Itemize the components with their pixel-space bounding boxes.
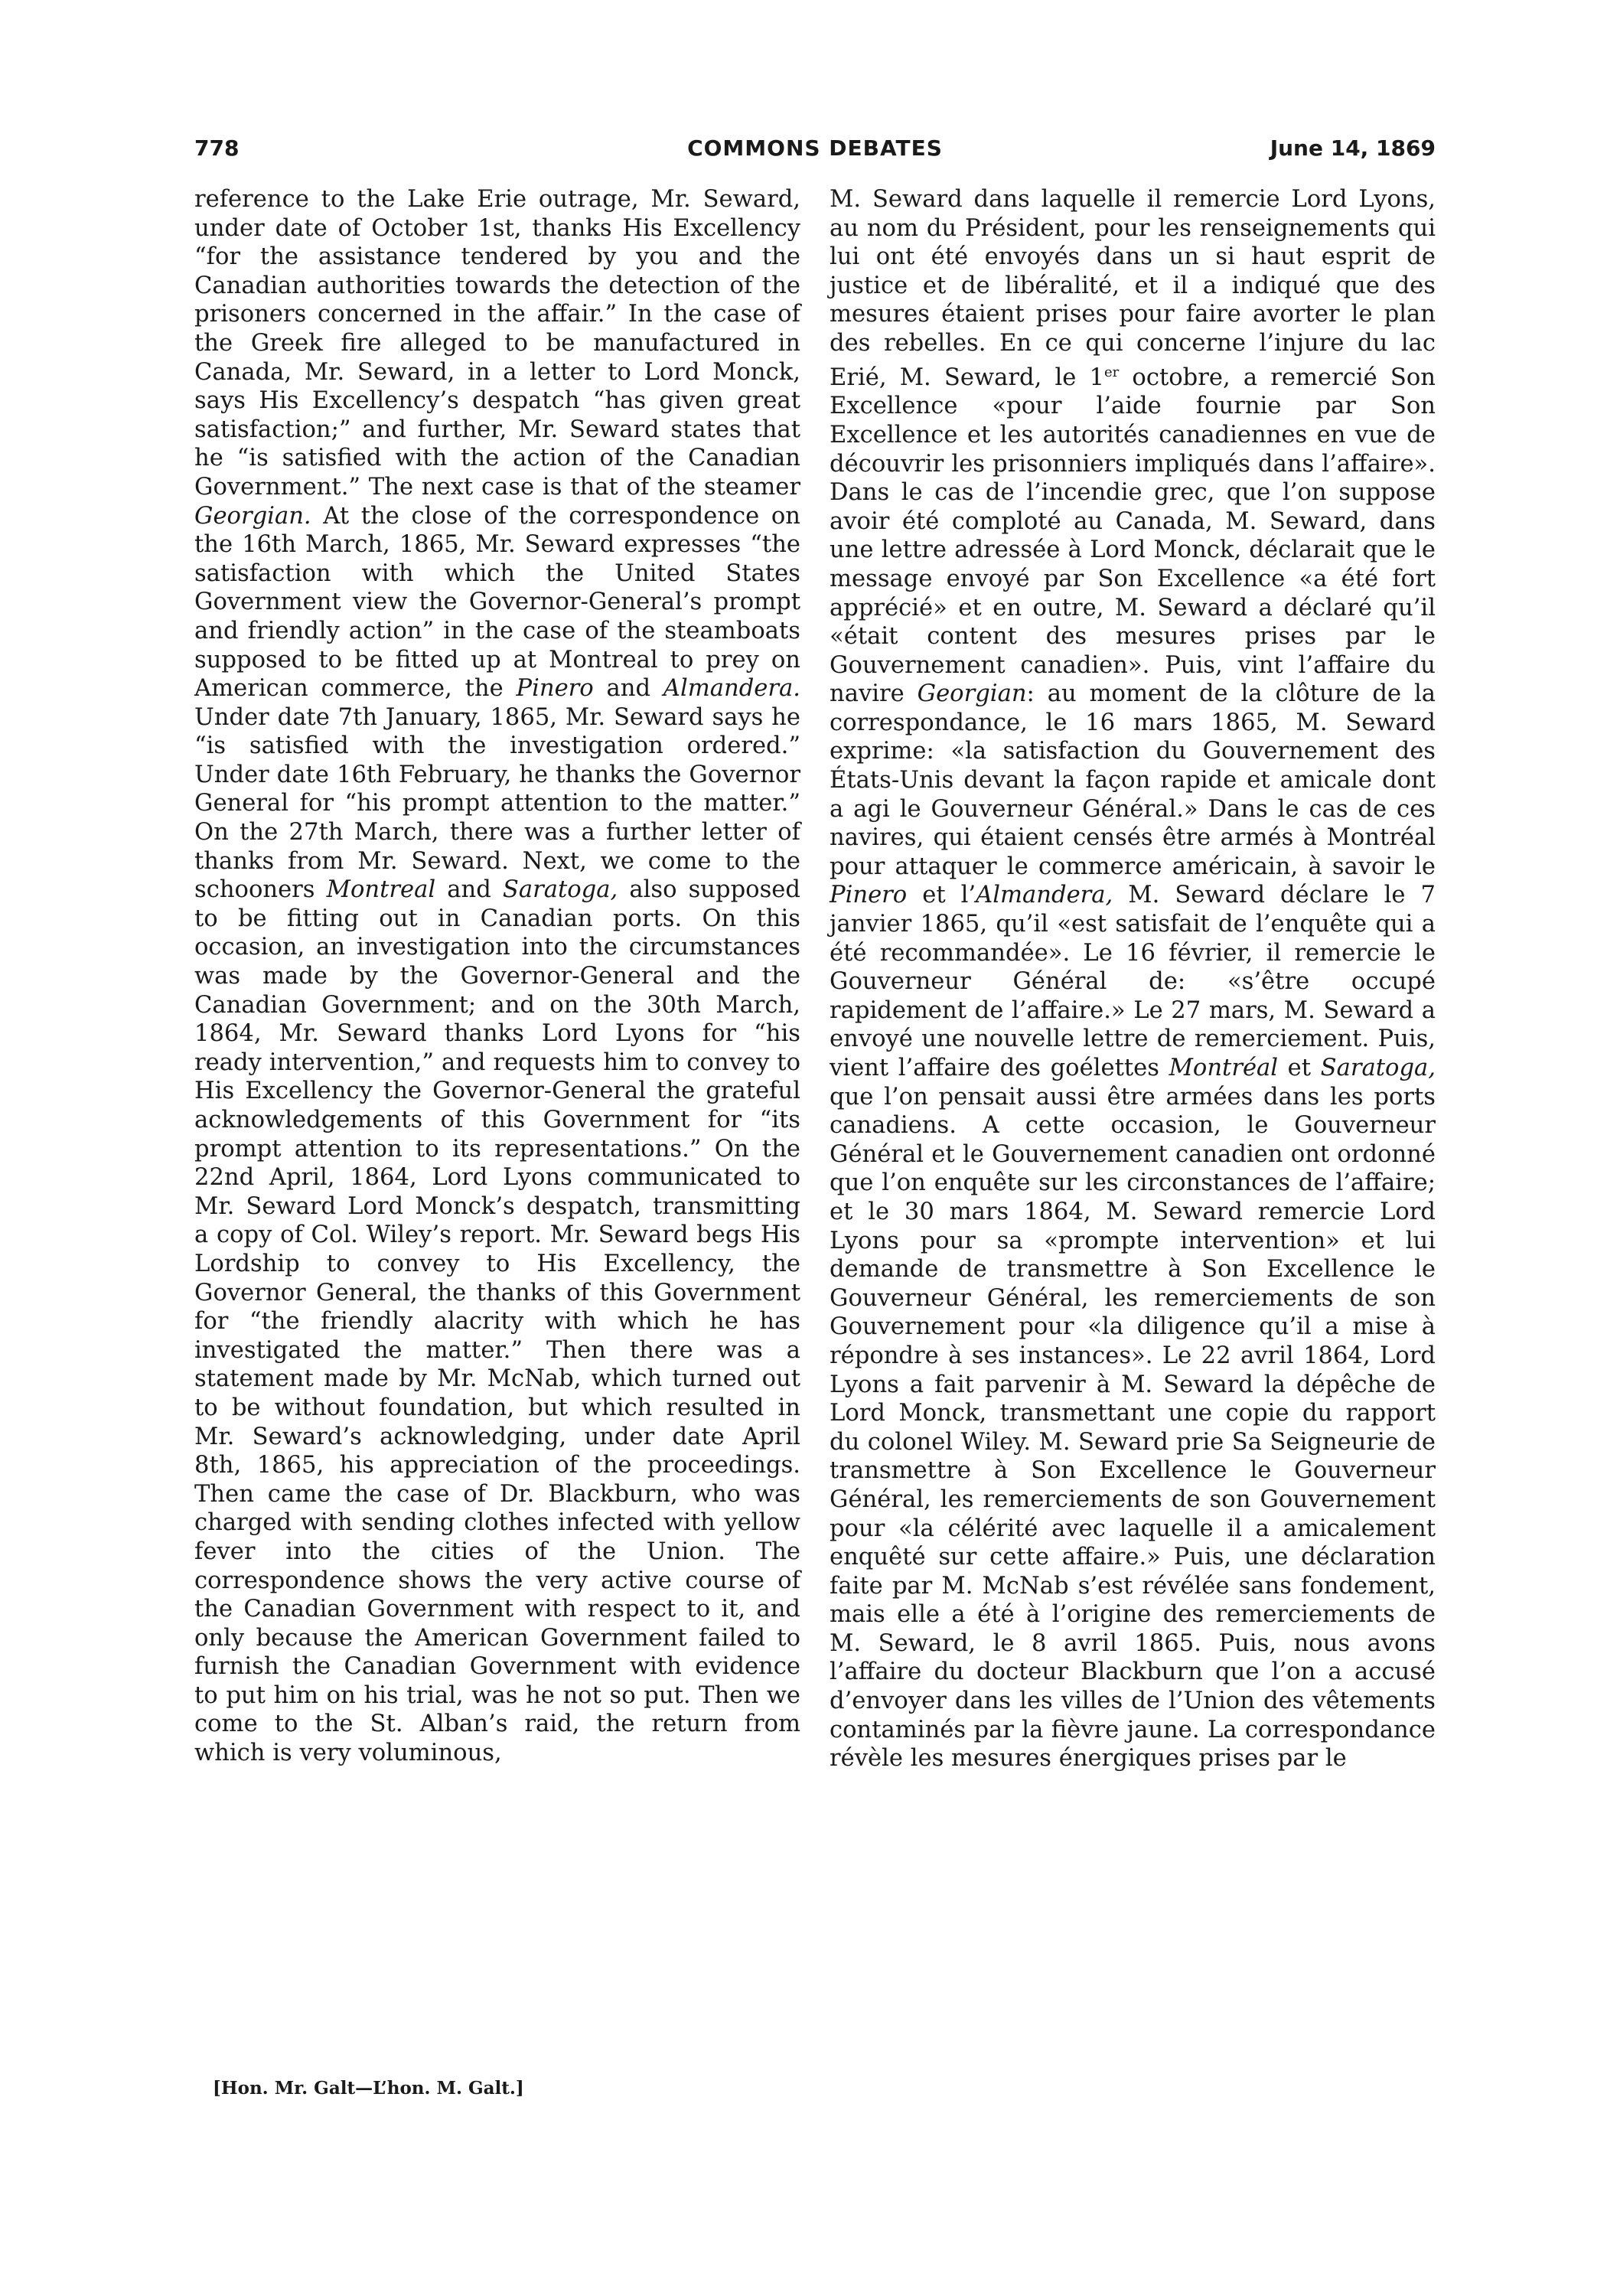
- header-date: June 14, 1869: [1270, 135, 1436, 161]
- speaker-footer: [Hon. Mr. Galt—L’hon. M. Galt.]: [213, 2078, 524, 2099]
- document-page: [194, 132, 1436, 2099]
- page-number: 778: [194, 135, 240, 161]
- french-column: [830, 185, 1436, 1773]
- english-column: [194, 185, 800, 1768]
- french-paragraph: M. Seward dans laquelle il remercie Lord Lyons, au nom du Président, pour les renseignements qui lui ont été envoyés dans un si haut esprit de justice et de libéralité, et il a indiqué que des mesures étaient prises pour faire avorter le plan des rebelles. En ce qui concerne l’injure du lac Erié, M. Seward, le 1er octobre, a remercié Son Excellence «pour l’aide fournie par Son Excellence et les autorités canadiennes en vue de découvrir les prisonniers impliqués dans l’affaire». Dans le cas de l’incendie grec, que l’on suppose avoir été comploté au Canada, M. Seward, dans une lettre adressée à Lord Monck, déclarait que le message envoyé par Son Excellence «a été fort apprécié» et en outre, M. Seward a déclaré qu’il «était content des mesures prises par le Gouvernement canadien». Puis, vint l’affaire du navire Georgian: au moment de la clôture de la correspondance, le 16 mars 1865, M. Seward exprime: «la satisfaction du Gouvernement des États-Unis devant la façon rapide et amicale dont a agi le Gouverneur Général.» Dans le cas de ces navires, qui étaient censés être armés à Montréal pour attaquer le commerce américain, à savoir le Pinero et l’Almandera, M. Seward déclare le 7 janvier 1865, qu’il «est satisfait de l’enquête qui a été recommandée». Le 16 février, il remercie le Gouverneur Général de: «s’être occupé rapidement de l’affaire.» Le 27 mars, M. Seward a envoyé une nouvelle lettre de remerciement. Puis, vient l’affaire des goélettes Montréal et Saratoga, que l’on pensait aussi être armées dans les ports canadiens. A cette occasion, le Gouverneur Général et le Gouvernement canadien ont ordonné que l’on enquête sur les circonstances de l’affaire; et le 30 mars 1864, M. Seward remercie Lord Lyons pour sa «prompte intervention» et lui demande de transmettre à Son Excellence le Gouverneur Général, les remerciements de son Gouvernement pour «la diligence qu’il a mise à répondre à ses instances». Le 22 avril 1864, Lord Lyons a fait parvenir à M. Seward la dépêche de Lord Monck, transmettant une copie du rapport du colonel Wiley. M. Seward prie Sa Seigneurie de transmettre à Son Excellence le Gouverneur Général, les remerciements de son Gouvernement pour «la célérité avec laquelle il a amicalement enquêté sur cette affaire.» Puis, une déclaration faite par M. McNab s’est révélée sans fondement, mais elle a été à l’origine des remerciements de M. Seward, le 8 avril 1865. Puis, nous avons l’affaire du docteur Blackburn que l’on a accusé d’envoyer dans les villes de l’Union des vêtements contaminés par la fièvre jaune. La correspondance révèle les mesures énergiques prises par le: [830, 186, 1436, 1773]
- page-header: [194, 132, 1436, 165]
- english-paragraph: reference to the Lake Erie outrage, Mr. Seward, under date of October 1st, thanks His Excellency “for the assistance tendered by you and the Canadian authorities towards the detection of the prisoners concerned in the affair.” In the case of the Greek fire alleged to be manufactured in Canada, Mr. Seward, in a letter to Lord Monck, says His Excellency’s despatch “has given great satisfaction;” and further, Mr. Seward states that he “is satisfied with the action of the Canadian Government.” The next case is that of the steamer Georgian. At the close of the correspondence on the 16th March, 1865, Mr. Seward expresses “the satisfaction with which the United States Government view the Governor-General’s prompt and friendly action” in the case of the steamboats supposed to be fitted up at Montreal to prey on American commerce, the Pinero and Almandera. Under date 7th January, 1865, Mr. Seward says he “is satisfied with the investigation ordered.” Under date 16th February, he thanks the Governor General for “his prompt attention to the matter.” On the 27th March, there was a further letter of thanks from Mr. Seward. Next, we come to the schooners Montreal and Saratoga, also supposed to be fitting out in Canadian ports. On this occasion, an investigation into the circumstances was made by the Governor-General and the Canadian Government; and on the 30th March, 1864, Mr. Seward thanks Lord Lyons for “his ready intervention,” and requests him to convey to His Excellency the Governor-General the grateful acknowledgements of this Government for “its prompt attention to its representations.” On the 22nd April, 1864, Lord Lyons communicated to Mr. Seward Lord Monck’s despatch, transmitting a copy of Col. Wiley’s report. Mr. Seward begs His Lordship to convey to His Excellency, the Governor General, the thanks of this Government for “the friendly alacrity with which he has investigated the matter.” Then there was a statement made by Mr. McNab, which turned out to be without foundation, but which resulted in Mr. Seward’s acknowledging, under date April 8th, 1865, his appreciation of the proceedings. Then came the case of Dr. Blackburn, who was charged with sending clothes infected with yellow fever into the cities of the Union. The correspondence shows the very active course of the Canadian Government with respect to it, and only because the American Government failed to furnish the Canadian Government with evidence to put him on his trial, was he not so put. Then we come to the St. Alban’s raid, the return from which is very voluminous,: [194, 186, 800, 1767]
- publication-title: COMMONS DEBATES: [687, 135, 943, 161]
